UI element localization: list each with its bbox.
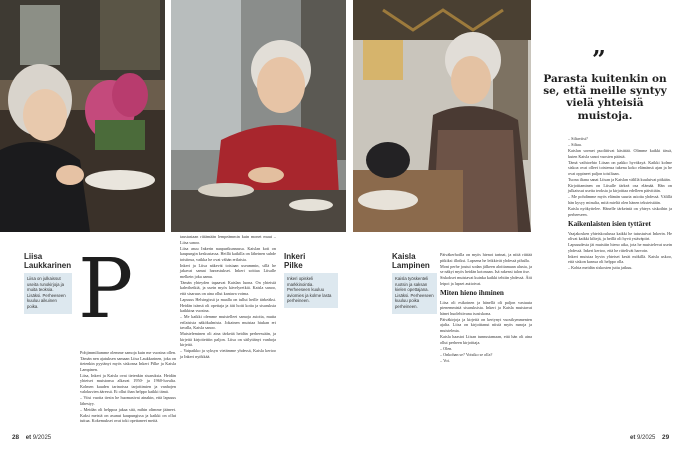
photo-inkeri — [171, 0, 346, 232]
subheading: Miten hieno ihminen — [440, 289, 504, 298]
person-name: Lampinen — [392, 261, 430, 270]
paragraph: Tuona iltana sanat Liisan ja Kaislan välillä kuuluivat pitkään. — [568, 176, 671, 182]
paragraph: – Onkohan se? Voisiko se olla? — [440, 351, 493, 357]
paragraph: Inkeri ja Liisa näkevät toisiaan useammin, sillä he jakavat samat harrastukset. Inkeri soittaa Liisalle melkein joka aamu. — [180, 262, 276, 279]
paragraph: – Viisi vuotta tiesin he huomasivat ainakin, että lapsuus lähestyy. — [80, 395, 176, 406]
paragraph: Tämä vaihtoehto Liisan on pakko hyväksyä. Kaikki kolme siskoa ovat olleet toistensa tukena koko elämänsä ajan ja he ovat oppineet paljon toisiltaan. — [568, 159, 672, 176]
paragraph: Moni perhe joutui sodan jälkeen aloittamaan alusta, ja se näkyi myös heidän kotonaan. Isä rakensi talon itse. — [440, 263, 532, 275]
person-name: Laukkarinen — [24, 261, 72, 270]
paragraph: – Me pohdimme myös elämän suuria asioita yhdessä. Välillä hän kysyy minulta, mitä mieltä olen hänen teksteistään. — [568, 194, 672, 206]
paragraph: Kirjoittaminen on Liisalle tärkeä osa elämää. Hän on julkaissut useita teoksia ja kirjoittaa edelleen päivittäin. — [568, 182, 672, 194]
photo-kaisla — [353, 0, 531, 232]
paragraph: Kaislan sormet puolittivat käsittää. Olimme kaikki tässä, kuten Kaisla sanoi vuosien päästä. — [568, 148, 672, 159]
paragraph: – Siltaa. — [568, 142, 582, 148]
paragraph: Tämän yhteyden tapaavat Kaislan luona. On yhteisiä kahvihetkiä, ja usein myös kävelyretkiä. Kaisla sanoo, että sisaruus on aina ollut kantava voima. — [180, 279, 276, 296]
pull-quote: Parasta kuitenkin on se, että meille syntyy vielä yhteisiä muistoja. — [543, 73, 667, 122]
article-column-4 — [568, 136, 672, 271]
paragraph: Muisteleminen oli aina tärkeää heidän perheessään, ja kirjeitä kirjoitettiin paljon. Liisa on säilyttänyt vanhoja kirjeitä. — [180, 331, 276, 348]
paragraph: – Siltaviisi? — [568, 136, 588, 141]
paragraph: – Kohta meidän siskosten juttu jatkuu. — [568, 265, 633, 271]
paragraph: – Me kaikki olemme muistelleet samoja asioita, mutta erilaisista näkökulmista. Jokainen muistaa hiukan eri tavalla, Kaisla sanoo. — [180, 314, 276, 331]
drop-cap: P — [78, 242, 134, 337]
article-column-2 — [180, 234, 276, 360]
paragraph: taustastaan riitämään lempeämmin kuin monet muut – Liisa sanoo. — [180, 234, 276, 245]
paragraph: Lapsuus Helsingissä ja maalla on tullut heille tärkeäksi. Heidän isänsä oli opettaja ja äiti hoiti kotia ja sisaruksia kaikkina vuosina. — [180, 297, 276, 314]
bio-inkeri — [284, 252, 338, 308]
person-name: Inkeri — [284, 252, 306, 261]
paragraph: Liisa, Inkeri ja Kaisla ovat tietenkin sisaruksia. Heidän yhteiset muistonsa alkavat 1950- ja 1960-luvulta. Kolmen kauden tarinoissa tarjottimien ja vanhojen valokuvien ääressä. Ei ollut ihan helppo kaikki tämä. — [80, 372, 176, 395]
footer-left — [12, 434, 51, 442]
paragraph: Lapsuudesta jäi muistiin hieno aika, jota he muistelevat usein yhdessä. Inkeri kertoo, että he riitelivät harvoin. — [568, 242, 672, 253]
person-bio: Inkeri opiskeli markkinointia. Perheeseen kuuluu aviomies ja kolme lasta perheineen. — [284, 273, 338, 308]
person-name: Liisa — [24, 252, 43, 261]
quote-mark: ” — [592, 45, 606, 74]
page-number-left: 28 — [12, 434, 20, 441]
person-name: Kaisla — [392, 252, 416, 261]
paragraph: Liisa asuu Inkerin naapurikunnassa. Kaislan koti on kaupungin keskustassa. Heillä kaikilla on läheinen suhde toisiinsa, vaikka he ovat vähän erilaisia. — [180, 245, 276, 262]
article-column-3 — [440, 252, 532, 364]
footer-right — [630, 434, 669, 442]
issue-left: 9/2025 — [32, 435, 52, 441]
bio-kaisla — [392, 252, 437, 314]
paragraph: Pohjimmiltamme olemme samoja kuin me vuosina ollen. Tämän nen ajatuksen samaan Liisa Laukkarinen, joka on tietenkin pyytänyt myös siskonsa Inkeri Pilke ja Kaisla Lampinen. — [80, 350, 176, 372]
article-column-1 — [80, 350, 176, 424]
page-number-right: 29 — [662, 434, 670, 441]
subheading: Kaikenlaisten isien tyttäret — [568, 220, 651, 229]
paragraph: Päiväkirjoja ja kirjeitä on kertynyt vuosikymmenten ajalta. Liisa on kirjoittanut niistä myös runoja ja muistelmia. — [440, 316, 532, 334]
paragraph: Liisa oli esikoinen ja hänellä oli paljon vastuuta pienemmistä sisaruksista. Inkeri ja Kaisla muistavat hänet huolehtivana isosiskona. — [440, 299, 532, 316]
magazine-name-left: et — [25, 435, 32, 441]
person-bio: Liisa on julkaissut useita runokirjoja ja muita teoksia. Lisäksi. Perheeseen kuuluu aikuinen poika. — [24, 273, 72, 314]
paragraph: Kaisla nyökyttelee. Hänelle tärkeintä on yhteys siskoihin ja perheeseen. — [568, 206, 672, 217]
paragraph: – Olen. — [440, 345, 453, 351]
issue-right: 9/2025 — [637, 435, 656, 441]
photo-liisa — [0, 0, 165, 232]
paragraph: – Meidän oli helppoa jakaa sitä, mihin olimme jääneet. Kaksi meistä on asunut kaupungissa ja kaikki on ollut tuttua. Kokemukset ovat toki opettaneet meitä. — [80, 406, 176, 424]
paragraph: – Voi. — [440, 357, 450, 363]
paragraph: – Vaipaikko ja syksyn vietämme yhdessä, Kaisla kertoo ja Inkeri nyökkää. — [180, 348, 276, 359]
paragraph: Siskokset muistavat kuinka kaikki tehtiin yhdessä. Äiti leipoi ja lapset auttoivat. — [440, 275, 533, 286]
paragraph: Kaisla haastoi Liisan tunnustamaan, että hän oli aina ollut perheen kirjoittaja. — [440, 334, 532, 345]
paragraph: Inkeri muistaa hyvin yhteiset kesät mökillä. Kaisla uskoo, että siskon kanssa oli helppo olla. — [568, 253, 672, 265]
paragraph: Vaajakosken yhteiskoulussa kaikki he tutustuivat Inkerin. He olivat kaikki kiltejä, ja heillä oli hyvä ystäväpiiri. — [568, 230, 672, 242]
paragraph: Päiväkerhoilla on myös hienot tarinat, ja niitä riittää pitkiksi illoiksi. Lapsena he leikkivät yhdessä pihalla. — [440, 252, 532, 263]
bio-liisa — [24, 252, 72, 314]
person-name: Pilke — [284, 261, 303, 270]
person-bio: Kaisla työskenteli ruotsin ja saksan kielen opettajana. Lisäksi. Perheeseen kuuluu poika perheineen. — [392, 273, 437, 314]
magazine-name-right: et — [630, 435, 636, 441]
